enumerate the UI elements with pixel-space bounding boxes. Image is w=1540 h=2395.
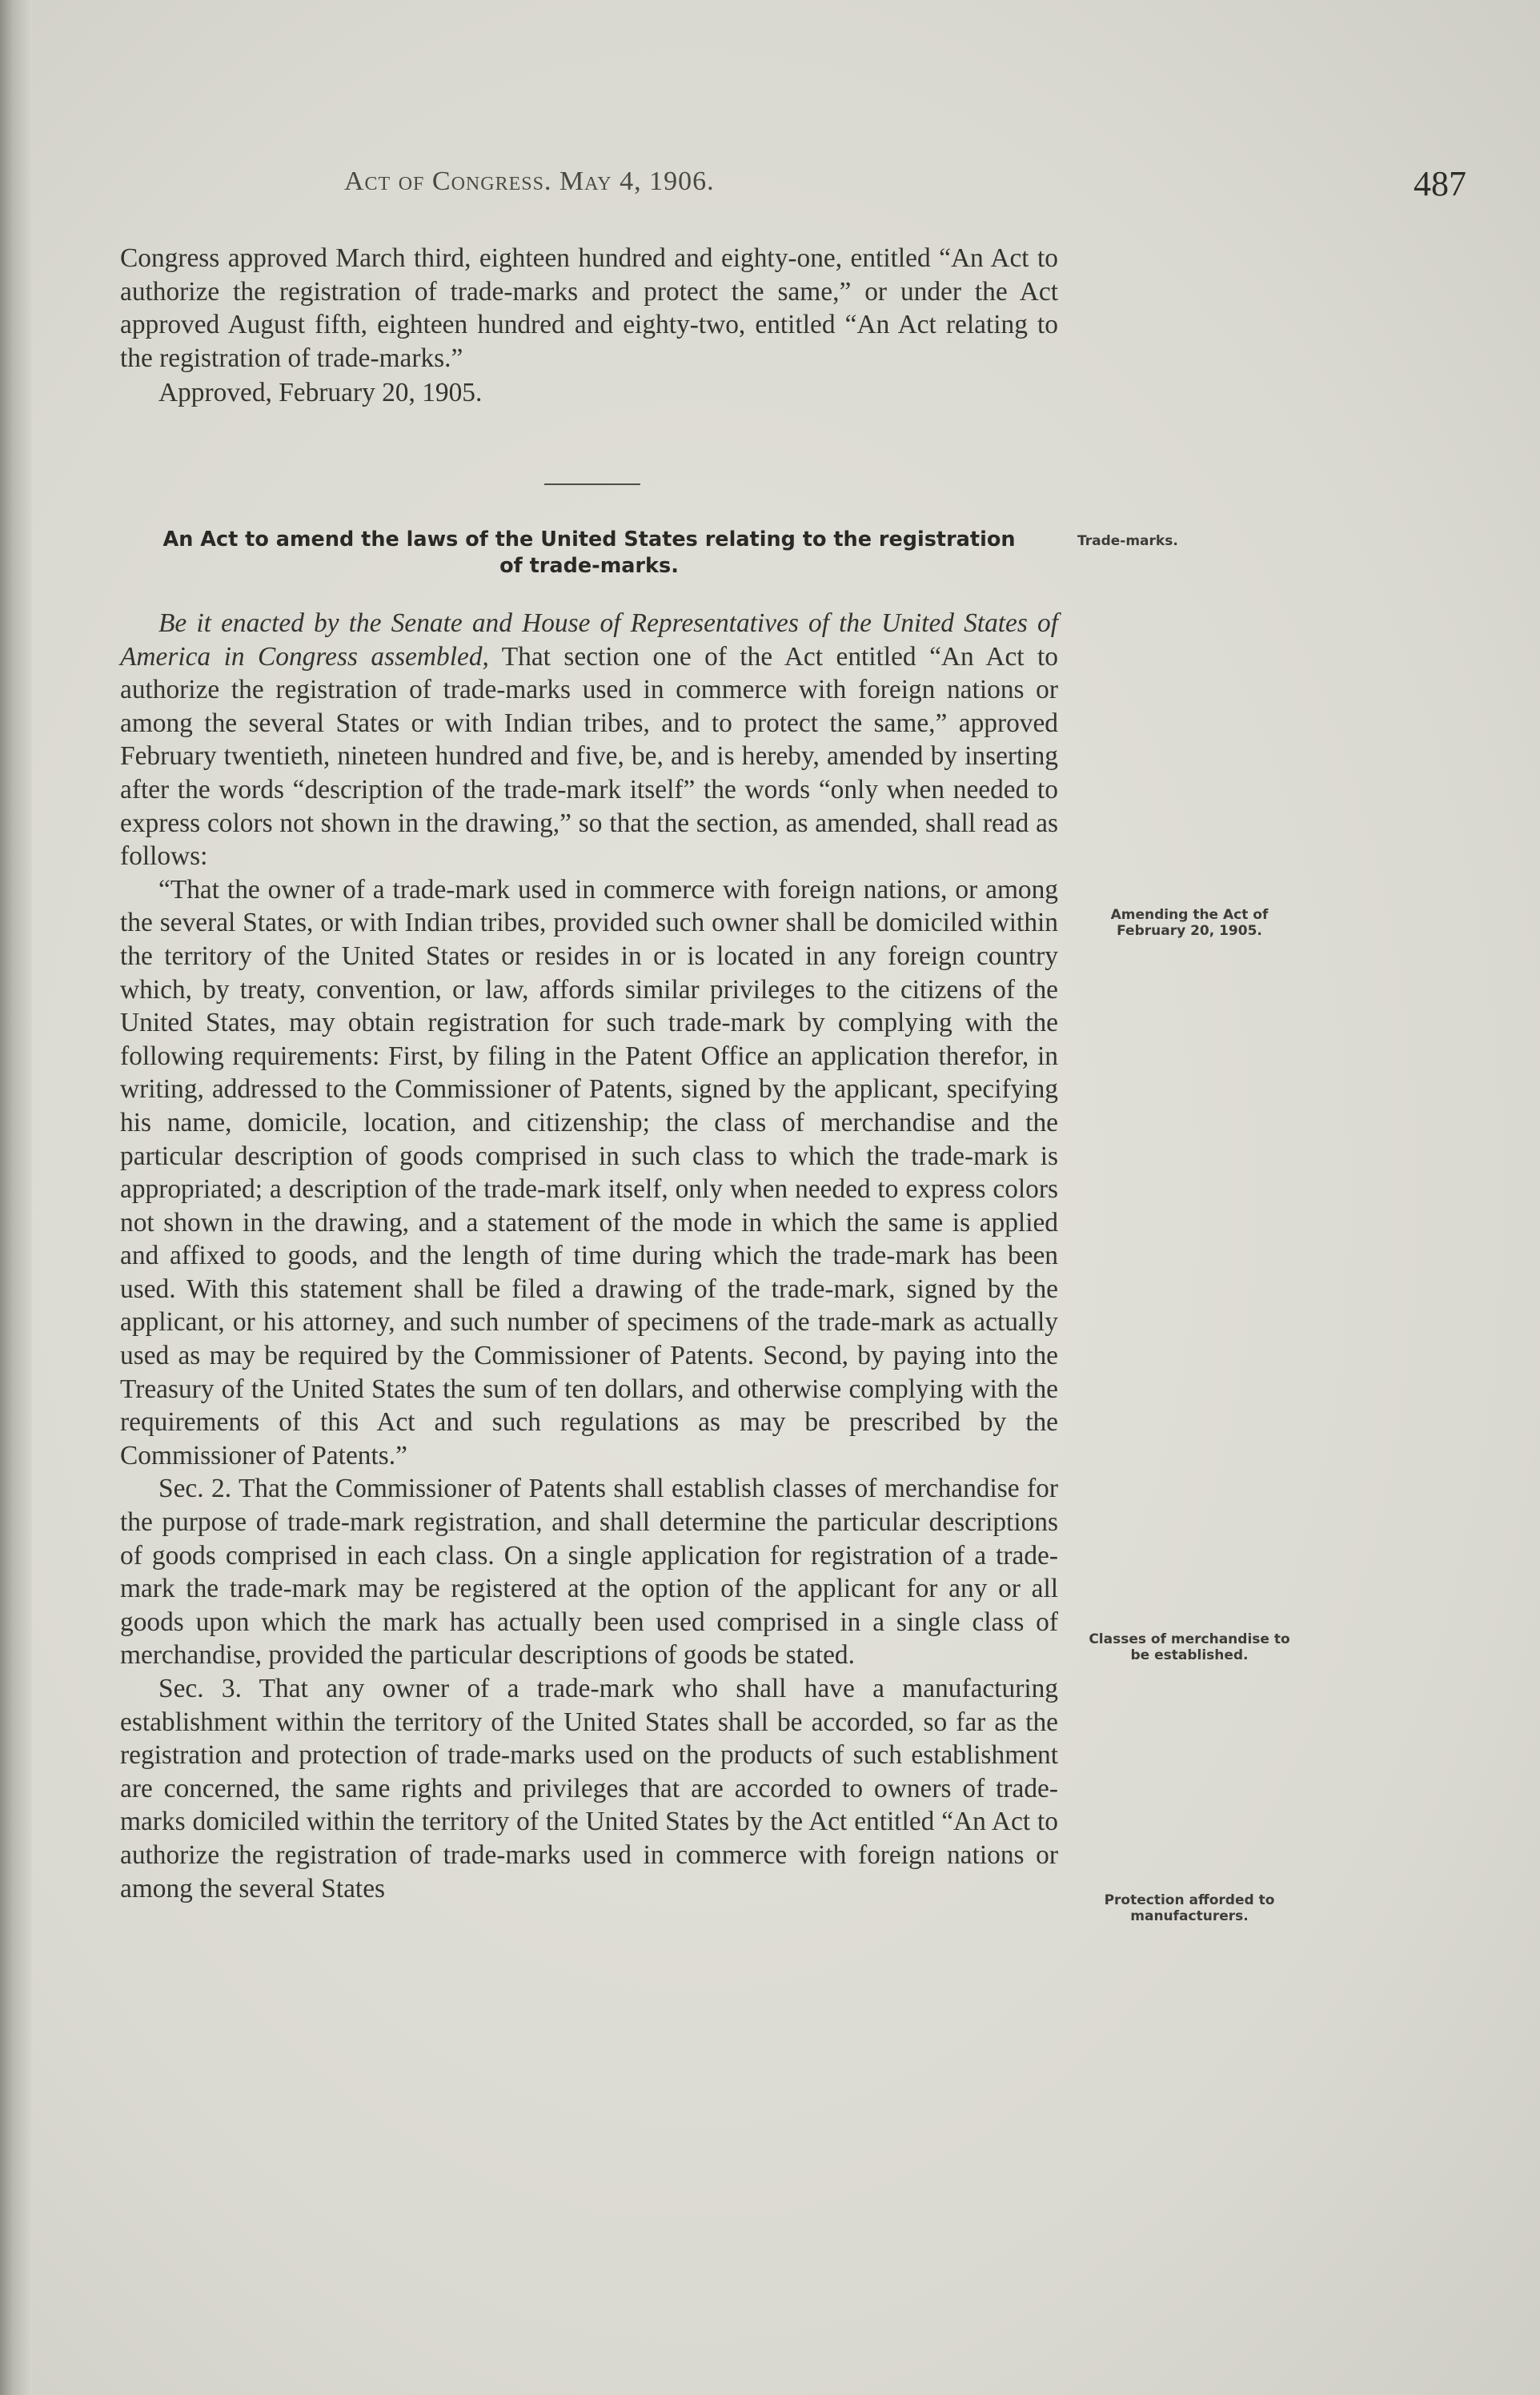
page-number: 487 (1414, 164, 1466, 203)
enacting-paragraph (120, 607, 1058, 873)
enacting-clause: Be it enacted by the Senate and House of Representatives of the United States of America in Congress assembled, (120, 608, 1058, 672)
book-gutter-shadow (0, 0, 32, 2395)
previous-act-text: Congress approved March third, eighteen hundred and eighty-one, entitled “An Act to authorize the registration of trade-marks and protect the same,” or under the Act approved August fifth, eighteen hundred and eighty-two, entitled “An Act relating to the registration of trade-marks.” (120, 243, 1058, 373)
enacting-paragraph-text: That section one of the Act entitled “An Act to authorize the registration of trade-marks used in commerce with foreign nations or among the several States or with Indian tribes, and to protect the same,” approved February twentieth, nineteen hundred and five, be, and is hereby, amended by inserting after the words “description of the trade-mark itself” the words “only when needed to express colors not shown in the drawing,” so that the section, as amended, shall read as follows: (120, 641, 1059, 872)
act-title (120, 527, 1058, 580)
section-1-amended-text: “That the owner of a trade-mark used in commerce with foreign nations, or among the several States, or with Indian tribes, provided such owner shall be domiciled within the territory of the United States or resides in or is located in any foreign country which, by treaty, convention, or law, affords similar privileges to the citizens of the United States, may obtain registration for such trade-mark by complying with the following requirements: First, by filing in the Patent Office an application therefor, in writing, addressed to the Commissioner of Patents, signed by the applicant, specifying his name, domicile, location, and citizenship; the class of merchandise and the particular description of goods comprised in such class to which the trade-mark is appropriated; a description of the trade-mark itself, only when needed to express colors not shown in the drawing, and a statement of the mode in which the same is applied and affixed to goods, and the length of time during which the trade-mark has been used. With this statement shall be filed a drawing of the trade-mark, signed by the applicant, or his attorney, and such number of specimens of the trade-mark as actually used as may be required by the Commissioner of Patents. Second, by paying into the Treasury of the United States the sum of ten dollars, and otherwise complying with the requirements of this Act and such regulations as may be prescribed by the Commissioner of Patents.” (120, 874, 1058, 1470)
running-head: Act of Congress. May 4, 1906. (344, 166, 715, 196)
sidenote-classes-of-merchandise: Classes of merchandise to be established. (1089, 1631, 1290, 1663)
section-2-text: Sec. 2. That the Commissioner of Patents shall establish classes of merchandise for the purpose of trade-mark registration, and shall determine the particular descriptions of goods comprised in each class. On a single application for registration of a trade-mark the trade-mark may be registered at the option of the applicant for any or all goods upon which the mark has actually been used comprised in a single class of merchandise, provided the particular descriptions of goods be stated. (120, 1474, 1058, 1671)
sidenote-trade-marks: Trade-marks. (1077, 533, 1178, 549)
sidenote-protection-manufacturers: Protection afforded to manufacturers. (1104, 1892, 1275, 1924)
section-divider-rule (544, 483, 640, 485)
approved-line: Approved, February 20, 1905. (158, 378, 483, 408)
previous-act-tail (120, 242, 1058, 410)
act-title-line-1: An Act to amend the laws of the United States relating to the registration (162, 528, 1016, 552)
act-title-line-2: of trade-marks. (499, 554, 679, 578)
section-3-text: Sec. 3. That any owner of a trade-mark who shall have a manufacturing establishment within the territory of the United States shall be accorded, so far as the registration and protection of trade-marks used on the products of such establishment are concerned, the same rights and privileges that are accorded to owners of trade-marks domiciled within the territory of the United States by the Act entitled “An Act to authorize the registration of trade-marks used in commerce with foreign nations or among the several States (120, 1674, 1058, 1904)
sidenote-amending-act: Amending the Act of February 20, 1905. (1110, 907, 1269, 939)
act-body (120, 607, 1058, 1905)
